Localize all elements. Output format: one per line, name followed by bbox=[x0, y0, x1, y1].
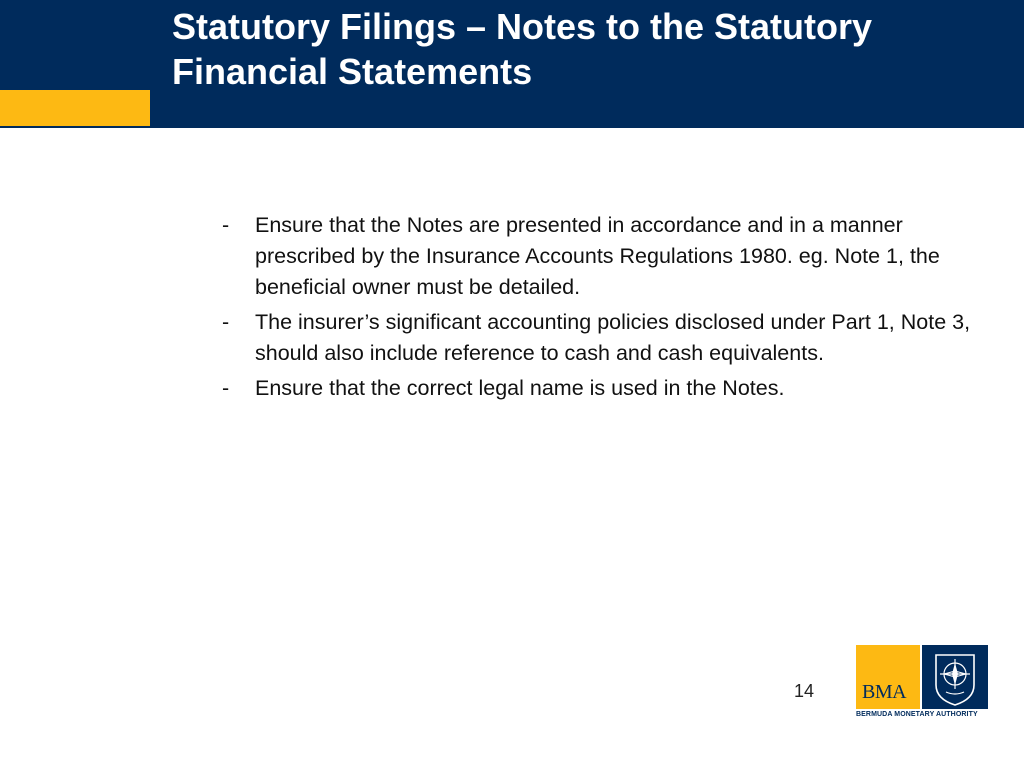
logo-caption: BERMUDA MONETARY AUTHORITY bbox=[856, 711, 978, 718]
bullet-item bbox=[222, 373, 1002, 404]
bullet-text: Ensure that the correct legal name is used in the Notes. bbox=[255, 376, 785, 400]
bullet-text: The insurer’s significant accounting policies disclosed under Part 1, Note 3, should also include reference to cash and cash equivalents. bbox=[255, 310, 971, 365]
bullet-marker: - bbox=[222, 213, 230, 237]
accent-bar bbox=[0, 90, 150, 126]
compass-crest-graphic bbox=[922, 645, 988, 709]
bullet-marker: - bbox=[222, 310, 230, 334]
logo-abbreviation: BMA bbox=[862, 681, 907, 703]
compass-crest-icon bbox=[922, 645, 988, 709]
bullet-item bbox=[222, 307, 1002, 369]
bullet-text: Ensure that the Notes are presented in accordance and in a manner prescribed by the Insurance Accounts Regulations 1980. eg. Note 1, the beneficial owner must be detailed. bbox=[255, 213, 940, 299]
bullet-marker: - bbox=[222, 376, 230, 400]
page-number: 14 bbox=[794, 681, 815, 701]
bma-logo bbox=[856, 645, 988, 721]
slide-title: Statutory Filings – Notes to the Statutory Financial Statements bbox=[172, 6, 873, 92]
logo-gold-panel bbox=[856, 645, 920, 709]
bullet-item bbox=[222, 210, 1002, 303]
bullet-list bbox=[222, 210, 1002, 408]
